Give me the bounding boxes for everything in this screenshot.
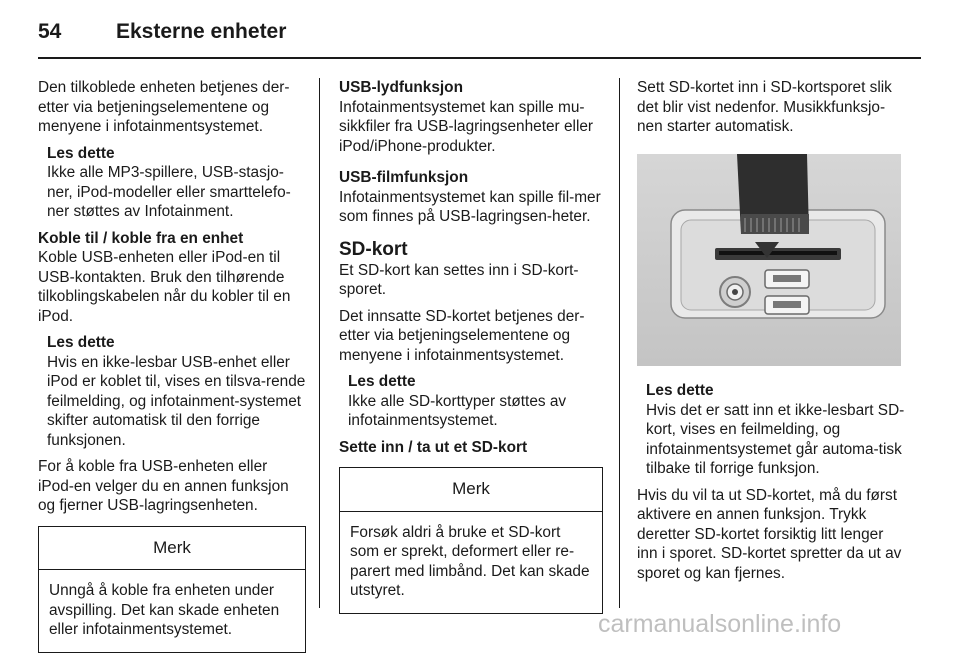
note-unreadable-sd bbox=[646, 381, 905, 479]
note-usb-support bbox=[47, 144, 306, 222]
page-number: 54 bbox=[38, 20, 62, 43]
caution-box bbox=[339, 467, 603, 614]
note-unreadable-usb bbox=[47, 333, 306, 450]
note-label: Les dette bbox=[348, 373, 416, 390]
sd-card-paragraph-1: Et SD-kort kan settes inn i SD-kort-sporet. bbox=[339, 261, 579, 298]
column-divider-2 bbox=[619, 78, 620, 608]
intro-paragraph: Den tilkoblede enheten betjenes der-etter via betjeningselementene og menyene i infotainmentsystemet. bbox=[38, 79, 290, 135]
caution-box-text: Unngå å koble fra enheten under avspilling. Det kan skade enheten eller infotainmentsystemet. bbox=[49, 582, 280, 638]
caution-box-title: Merk bbox=[39, 527, 305, 571]
column-divider-1 bbox=[319, 78, 320, 608]
usb-audio-heading: USB-lydfunksjon bbox=[339, 79, 463, 96]
caution-box-text: Forsøk aldri å bruke et SD-kort som er sprekt, deformert eller re-parert med limbånd. Det kan skade utstyret. bbox=[350, 523, 590, 599]
sd-card-paragraph-2: Det innsatte SD-kortet betjenes der-etter via betjeningselementene og menyene i infotainmentsystemet. bbox=[339, 307, 585, 364]
insert-remove-heading: Sette inn / ta ut et SD-kort bbox=[339, 438, 528, 456]
insert-paragraph: Sett SD-kortet inn i SD-kortsporet slik det blir vist nedenfor. Musikkfunksjo-nen starter automatisk. bbox=[637, 79, 892, 135]
usb-audio-paragraph: Infotainmentsystemet kan spille mu-sikkfiler fra USB-lagringsenheter eller iPod/iPhone-produkter. bbox=[339, 98, 594, 155]
caution-box bbox=[38, 526, 306, 653]
note-text: Hvis en ikke-lesbar USB-enhet eller iPod er koblet til, vises en tilsva-rende feilmelding, og infotainment-systemet skifter automatisk til den forrige funksjonen. bbox=[47, 353, 306, 449]
note-label: Les dette bbox=[47, 144, 115, 162]
note-sd-types bbox=[348, 372, 603, 431]
usb-video-paragraph: Infotainmentsystemet kan spille fil-mer som finnes på USB-lagringsen-heter. bbox=[339, 188, 601, 225]
connect-heading: Koble til / koble fra en enhet bbox=[38, 229, 244, 247]
note-label: Les dette bbox=[47, 334, 115, 351]
column-2 bbox=[339, 78, 603, 614]
sd-card-heading: SD-kort bbox=[339, 238, 408, 260]
disconnect-paragraph: For å koble fra USB-enheten eller iPod-en velger du en annen funksjon og fjerner USB-lagringsenheten. bbox=[38, 458, 289, 514]
column-1 bbox=[38, 78, 306, 653]
remove-paragraph: Hvis du vil ta ut SD-kortet, må du først aktivere en annen funksjon. Trykk deretter SD-kortet forsiktig litt lenger inn i sporet. SD-kortet spretter da ut av sporet og kan fjernes. bbox=[637, 486, 902, 582]
note-text: Ikke alle SD-korttyper støttes av infotainmentsystemet. bbox=[348, 392, 567, 429]
note-label: Les dette bbox=[646, 382, 714, 399]
watermark: carmanualsonline.info bbox=[598, 610, 842, 638]
caution-box-title: Merk bbox=[340, 468, 602, 512]
usb-video-heading: USB-filmfunksjon bbox=[339, 169, 469, 186]
sd-slot-illustration bbox=[637, 154, 901, 366]
note-text: Ikke alle MP3-spillere, USB-stasjo-ner, iPod-modeller eller smarttelefo-ner støttes av Infotainment. bbox=[47, 164, 291, 220]
page-title: Eksterne enheter bbox=[116, 20, 287, 43]
connect-paragraph: Koble USB-enheten eller iPod-en til USB-kontakten. Bruk den tilhørende tilkoblingskabelen når du kobler til en iPod. bbox=[38, 249, 291, 325]
column-3 bbox=[637, 78, 905, 590]
header-rule bbox=[38, 57, 921, 59]
note-text: Hvis det er satt inn et ikke-lesbart SD-kort, vises en feilmelding, og infotainmentsystemet går automa-tisk tilbake til forrige funksjon. bbox=[646, 401, 905, 477]
